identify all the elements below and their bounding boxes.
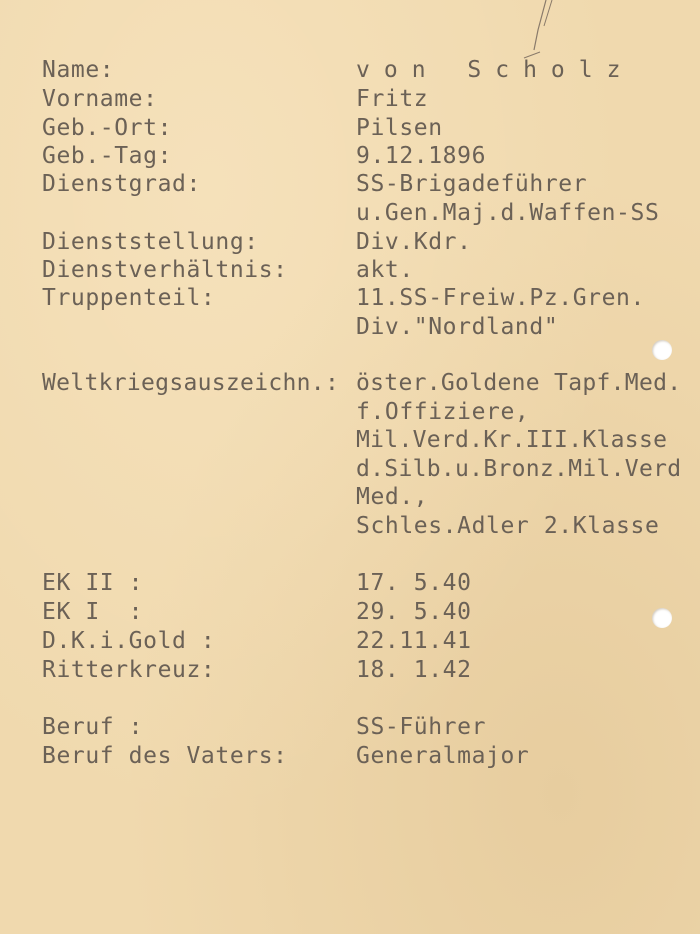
award-row (0, 627, 700, 655)
field-row-name (0, 56, 700, 84)
award-date: 29. 5.40 (356, 599, 472, 625)
award-date: 18. 1.42 (356, 657, 472, 683)
weltkrieg-line: Schles.Adler 2.Klasse (356, 513, 660, 539)
field-row-vorname (0, 85, 700, 113)
field-value: u.Gen.Maj.d.Waffen-SS (356, 200, 660, 226)
occupation-value: Generalmajor (356, 743, 530, 769)
award-date: 17. 5.40 (356, 570, 472, 596)
field-row-geb-tag (0, 142, 700, 170)
weltkrieg-row (0, 398, 700, 426)
award-label: D.K.i.Gold : (42, 628, 216, 654)
award-label: Ritterkreuz: (42, 657, 216, 683)
field-value: Pilsen (356, 115, 443, 141)
weltkrieg-line: d.Silb.u.Bronz.Mil.Verd (356, 456, 682, 482)
field-row-geb-ort (0, 114, 700, 142)
award-label: EK I : (42, 599, 144, 625)
weltkrieg-row (0, 483, 700, 511)
weltkrieg-line: Mil.Verd.Kr.III.Klasse (356, 427, 668, 453)
field-row-truppenteil (0, 284, 700, 312)
field-label: Dienststellung: (42, 229, 259, 255)
field-row-dienstgrad-cont (0, 199, 700, 227)
occupation-row (0, 713, 700, 741)
weltkrieg-label: Weltkriegsauszeichn.: (42, 370, 340, 396)
award-row (0, 598, 700, 626)
field-row-dienstgrad (0, 170, 700, 198)
field-value: 11.SS-Freiw.Pz.Gren. (356, 285, 645, 311)
field-row-dienststellung (0, 228, 700, 256)
field-row-truppenteil-cont (0, 313, 700, 341)
field-value: SS-Brigadeführer (356, 171, 588, 197)
field-label: Truppenteil: (42, 285, 216, 311)
weltkrieg-row (0, 455, 700, 483)
field-label: Geb.-Tag: (42, 143, 173, 169)
weltkrieg-row (0, 426, 700, 454)
award-label: EK II : (42, 570, 144, 596)
award-row (0, 569, 700, 597)
field-label: Geb.-Ort: (42, 115, 173, 141)
field-label: Dienstverhältnis: (42, 257, 288, 283)
weltkrieg-line: Med., (356, 484, 429, 510)
punch-hole (652, 340, 672, 360)
field-value: Div."Nordland" (356, 314, 559, 340)
field-row-dienstverhaeltnis (0, 256, 700, 284)
weltkrieg-row (0, 512, 700, 540)
field-label: Dienstgrad: (42, 171, 201, 197)
weltkrieg-line: f.Offiziere, (356, 399, 530, 425)
field-value: Div.Kdr. (356, 229, 472, 255)
field-label: Name: (42, 57, 115, 83)
occupation-label: Beruf : (42, 714, 144, 740)
field-value: akt. (356, 257, 414, 283)
award-row (0, 656, 700, 684)
field-value: Fritz (356, 86, 429, 112)
occupation-value: SS-Führer (356, 714, 487, 740)
pencil-mark (518, 0, 558, 64)
award-date: 22.11.41 (356, 628, 472, 654)
field-value: von Scholz (356, 57, 635, 83)
weltkrieg-line: öster.Goldene Tapf.Med. (356, 370, 682, 396)
field-value: 9.12.1896 (356, 143, 487, 169)
occupation-label: Beruf des Vaters: (42, 743, 288, 769)
field-label: Vorname: (42, 86, 158, 112)
weltkrieg-row (0, 369, 700, 397)
occupation-row (0, 742, 700, 770)
